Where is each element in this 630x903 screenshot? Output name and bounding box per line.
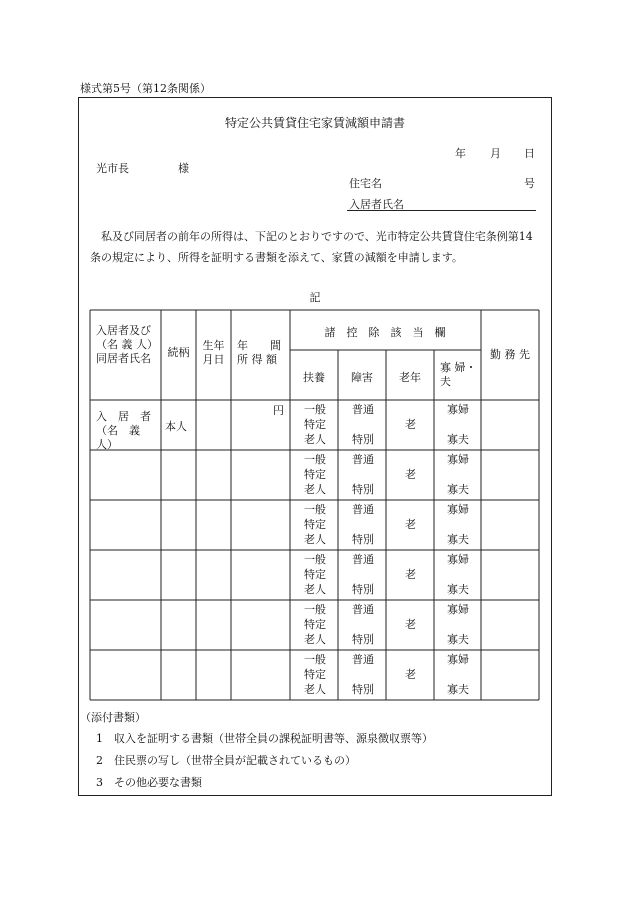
dependent-option-elderly: 老人 (304, 533, 326, 546)
elderly-option: 老 (405, 568, 416, 581)
elderly-option: 老 (405, 668, 416, 681)
attachments-title: （添付書類） (80, 711, 146, 724)
dependent-option-specific: 特定 (304, 468, 326, 481)
form-number-label: 様式第5号（第12条関係） (80, 82, 211, 95)
header-resident: 入居者及び （名 義 人） 同居者氏名 (96, 324, 158, 365)
dependent-option-specific: 特定 (304, 418, 326, 431)
widow-option: 寡婦 (447, 603, 469, 616)
dependent-option-elderly: 老人 (304, 483, 326, 496)
header-workplace: 勤 務 先 (490, 348, 530, 361)
ki-label: 記 (309, 291, 321, 304)
elderly-option: 老 (405, 518, 416, 531)
widower-option: 寡夫 (447, 683, 469, 696)
widow-option: 寡婦 (447, 403, 469, 416)
dependent-option-general: 一般 (304, 403, 326, 416)
first-row-yen-unit: 円 (273, 404, 284, 417)
disability-option-normal: 普通 (352, 553, 374, 566)
disability-option-normal: 普通 (352, 603, 374, 616)
resident-name-underline (347, 210, 536, 211)
widower-option: 寡夫 (447, 433, 469, 446)
housing-name-label: 住宅名 (349, 177, 382, 190)
dependent-option-general: 一般 (304, 603, 326, 616)
addressee-name: 光市長 (96, 162, 129, 175)
widower-option: 寡夫 (447, 483, 469, 496)
dependent-option-elderly: 老人 (304, 433, 326, 446)
attachment-item: 3 その他必要な書類 (96, 776, 202, 789)
application-statement: 私及び同居者の前年の所得は、下記のとおりですので、光市特定公共賃貸住宅条例第14条の規定により、所得を証明する書類を添えて、家賃の減額を申請します。 (90, 230, 533, 264)
date-day-label: 日 (524, 147, 535, 160)
disability-option-normal: 普通 (352, 653, 374, 666)
first-row-relation: 本人 (165, 420, 187, 433)
dependent-option-specific: 特定 (304, 618, 326, 631)
header-disability: 障害 (351, 371, 373, 384)
disability-option-normal: 普通 (352, 453, 374, 466)
household-income-table (90, 310, 539, 700)
housing-number-suffix: 号 (524, 177, 535, 190)
elderly-option: 老 (405, 618, 416, 631)
resident-name-label: 入居者氏名 (349, 198, 404, 211)
date-month-label: 月 (490, 147, 501, 160)
header-dependent: 扶養 (303, 371, 325, 384)
disability-option-normal: 普通 (352, 403, 374, 416)
header-elderly: 老年 (399, 371, 421, 384)
widow-option: 寡婦 (447, 453, 469, 466)
dependent-option-elderly: 老人 (304, 583, 326, 596)
header-widow: 寡 婦・ 夫 (440, 361, 477, 388)
widow-option: 寡婦 (447, 653, 469, 666)
date-year-label: 年 (455, 147, 466, 160)
form-title: 特定公共賃貸住宅家賃減額申請書 (224, 116, 405, 130)
disability-option-special: 特別 (352, 533, 374, 546)
dependent-option-general: 一般 (304, 453, 326, 466)
disability-option-special: 特別 (352, 483, 374, 496)
attachment-item: 2 住民票の写し（世帯全員が記載されているもの） (96, 754, 356, 767)
widow-option: 寡婦 (447, 553, 469, 566)
header-annual-income: 年 間 所 得 額 (237, 339, 281, 366)
dependent-option-elderly: 老人 (304, 633, 326, 646)
disability-option-special: 特別 (352, 683, 374, 696)
dependent-option-specific: 特定 (304, 568, 326, 581)
widower-option: 寡夫 (447, 533, 469, 546)
dependent-option-general: 一般 (304, 653, 326, 666)
first-row-resident-name: 入 居 者 （名 義 人） (96, 410, 151, 451)
dependent-option-specific: 特定 (304, 518, 326, 531)
widow-option: 寡婦 (447, 503, 469, 516)
header-relation: 続柄 (167, 346, 190, 359)
header-deductions: 諸 控 除 該 当 欄 (324, 326, 446, 339)
dependent-option-general: 一般 (304, 503, 326, 516)
attachment-item: 1 収入を証明する書類（世帯全員の課税証明書等、源泉徴収票等） (96, 732, 433, 745)
disability-option-special: 特別 (352, 433, 374, 446)
disability-option-special: 特別 (352, 633, 374, 646)
dependent-option-elderly: 老人 (304, 683, 326, 696)
dependent-option-general: 一般 (304, 553, 326, 566)
header-birthdate: 生年 月日 (202, 339, 225, 366)
dependent-option-specific: 特定 (304, 668, 326, 681)
disability-option-special: 特別 (352, 583, 374, 596)
widower-option: 寡夫 (447, 633, 469, 646)
elderly-option: 老 (405, 418, 416, 431)
elderly-option: 老 (405, 468, 416, 481)
disability-option-normal: 普通 (352, 503, 374, 516)
widower-option: 寡夫 (447, 583, 469, 596)
addressee-honorific: 様 (178, 162, 189, 175)
